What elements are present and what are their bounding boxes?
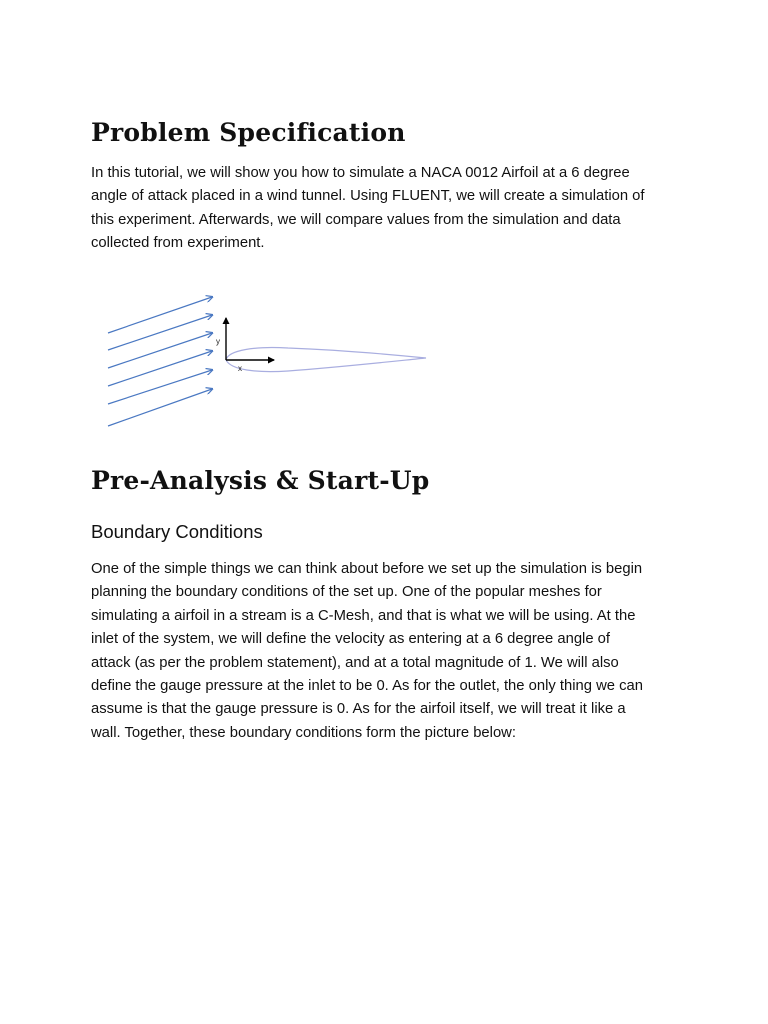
flow-arrow bbox=[108, 297, 212, 333]
y-axis-label: y bbox=[216, 337, 220, 346]
paragraph-line: In this tutorial, we will show you how to simulate a NACA 0012 Airfoil at a 6 degree bbox=[91, 165, 630, 181]
paragraph-line: assume is that the gauge pressure is 0. As for the airfoil itself, we will treat it like a bbox=[91, 701, 626, 718]
paragraph-line: One of the simple things we can think about before we set up the simulation is begin bbox=[91, 561, 643, 577]
paragraph-line: collected from experiment. bbox=[91, 235, 265, 252]
problem-specification-heading: Problem Specification bbox=[91, 118, 406, 147]
paragraph-line: this experiment. Afterwards, we will compare values from the simulation and data bbox=[91, 211, 621, 228]
paragraph-line: attack (as per the problem statement), and at a total magnitude of 1. We will also bbox=[91, 654, 619, 671]
flow-arrows bbox=[108, 297, 212, 426]
paragraph-line: planning the boundary conditions of the set up. One of the popular meshes for bbox=[91, 584, 602, 601]
paragraph-line: simulating a airfoil in a stream is a C-Mesh, and that is what we will be using. At the bbox=[91, 607, 636, 624]
flow-arrow bbox=[108, 389, 212, 426]
boundary-conditions-subheading: Boundary Conditions bbox=[91, 521, 263, 542]
boundary-conditions-paragraph bbox=[91, 558, 691, 745]
problem-paragraph bbox=[91, 162, 691, 256]
airfoil-flow-diagram bbox=[96, 288, 436, 433]
paragraph-line: inlet of the system, we will define the velocity as entering at a 6 degree angle of bbox=[91, 631, 611, 648]
coordinate-axes bbox=[216, 318, 274, 373]
flow-arrow bbox=[108, 315, 212, 350]
x-axis-label: x bbox=[238, 364, 242, 373]
pre-analysis-heading: Pre-Analysis & Start-Up bbox=[91, 466, 430, 495]
flow-arrow bbox=[108, 351, 212, 386]
paragraph-line: angle of attack placed in a wind tunnel. Using FLUENT, we will create a simulation of bbox=[91, 188, 645, 205]
paragraph-line: define the gauge pressure at the inlet to be 0. As for the outlet, the only thing we can bbox=[91, 677, 643, 694]
flow-arrow bbox=[108, 370, 212, 404]
airfoil-flow-figure bbox=[96, 288, 436, 433]
flow-arrow bbox=[108, 333, 212, 368]
paragraph-line: wall. Together, these boundary conditions form the picture below: bbox=[91, 724, 516, 741]
